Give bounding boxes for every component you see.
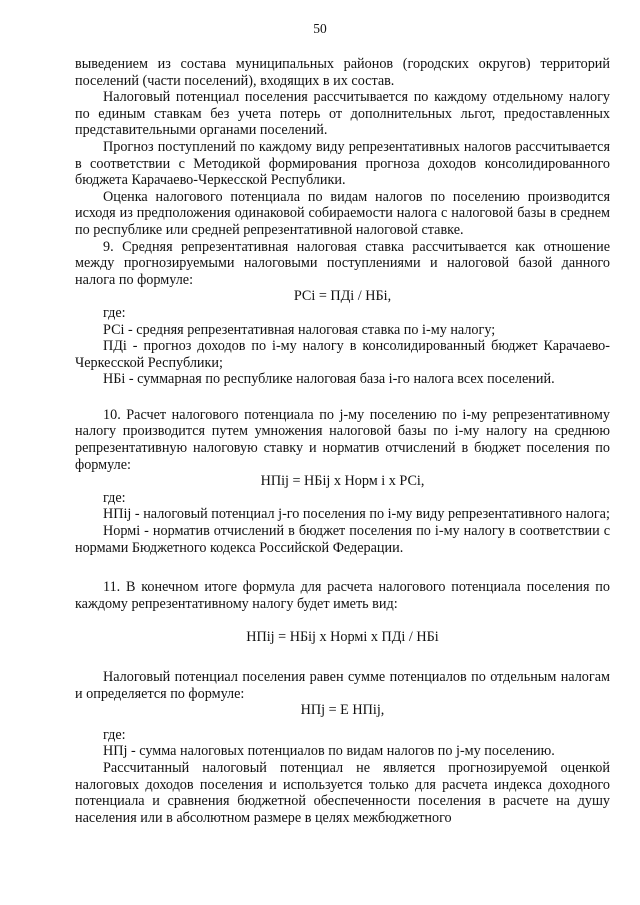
definition: Нормi - норматив отчислений в бюджет поселения по i-му налогу в соответствии с нормами Бюджетного кодекса Российской Федерации. — [75, 523, 610, 556]
formula-rsi: РСi = ПДi / НБi, — [293, 288, 392, 305]
definition: ПДi - прогноз доходов по i-му налогу в консолидированный бюджет Карачаево-Черкесской Республики; — [75, 338, 610, 371]
paragraph: Налоговый потенциал поселения рассчитывается по каждому отдельному налогу по единым ставкам без учета потерь от дополнительных льгот, предоставленных представительными органами поселений. — [75, 89, 610, 139]
paragraph: Рассчитанный налоговый потенциал не является прогнозируемой оценкой налоговых доходов поселения и используется только для расчета индекса доходного потенциала и сравнения бюджетной обеспеченности поселения в расчете на душу населения или в абсолютном размере в целях межбюджетного — [75, 759, 610, 826]
paragraph: Оценка налогового потенциала по видам налогов по поселению производится исходя из предположения одинаковой собираемости налога с налоговой базы в среднем по республике или средней репрезентативной налоговой ставке. — [75, 188, 610, 238]
formula-npij: НПij = НБij х Норм i х РСi, — [260, 473, 425, 490]
where-label: где: — [103, 489, 126, 506]
paragraph: 9. Средняя репрезентативная налоговая ставка рассчитывается как отношение между прогнозируемыми налоговыми поступлениями и налоговой базой данного налога по формуле: — [75, 238, 610, 288]
definition: НПij - налоговый потенциал j-го поселения по i-му виду репрезентативного налога; — [103, 506, 610, 523]
paragraph: 11. В конечном итоге формула для расчета налогового потенциала поселения по каждому репрезентативному налогу будет иметь вид: — [75, 579, 610, 612]
page-number: 50 — [313, 21, 327, 36]
where-label: где: — [103, 304, 126, 321]
paragraph: 10. Расчет налогового потенциала по j-му поселению по i-му репрезентативному налогу производится путем умножения налоговой базы по i-му налогу на среднюю репрезентативную налоговую ставку и норматив отчислений в бюджет поселения по формуле: — [75, 406, 610, 473]
where-label: где: — [103, 726, 126, 743]
formula-npj: НПj = Е НПij, — [300, 702, 385, 719]
paragraph: Прогноз поступлений по каждому виду репрезентативных налогов рассчитывается в соответствии с Методикой формирования прогноза доходов консолидированного бюджета Карачаево-Черкесской Республики. — [75, 138, 610, 189]
definition: НБi - суммарная по республике налоговая база i-го налога всех поселений. — [103, 371, 555, 388]
paragraph: Налоговый потенциал поселения равен сумме потенциалов по отдельным налогам и определяется по формуле: — [75, 669, 610, 702]
definition: НПj - сумма налоговых потенциалов по видам налогов по j-му поселению. — [103, 743, 555, 760]
formula-npij-final: НПij = НБij х Нормi х ПДi / НБi — [246, 629, 439, 646]
paragraph: выведением из состава муниципальных районов (городских округов) территорий поселений (части поселений), входящих в их состав. — [75, 56, 610, 89]
definition: РСi - средняя репрезентативная налоговая ставка по i-му налогу; — [103, 321, 496, 338]
